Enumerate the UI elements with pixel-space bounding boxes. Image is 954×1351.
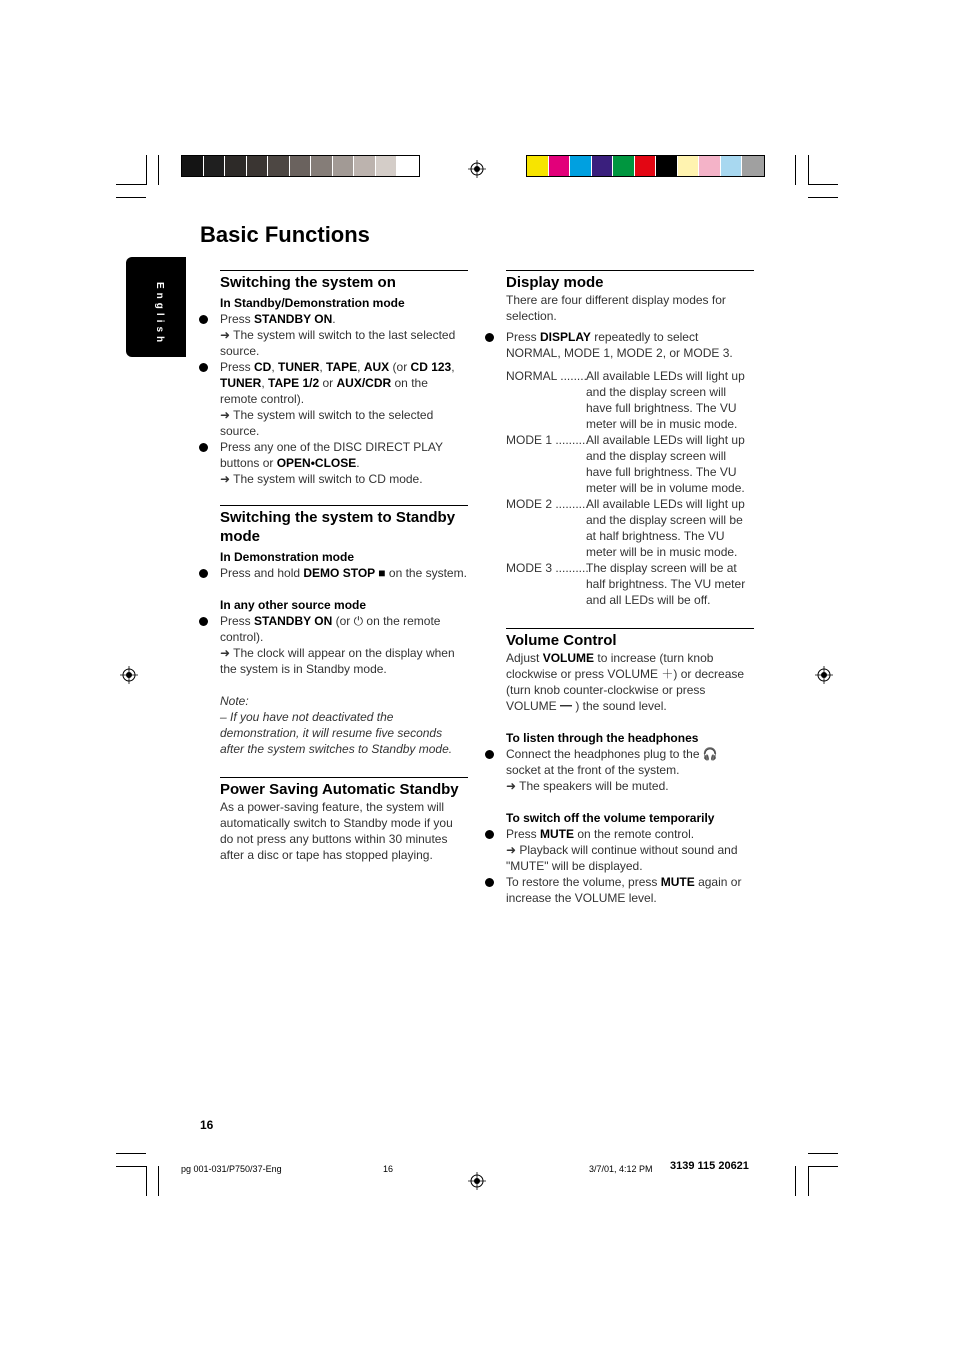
crop-mark: [116, 184, 146, 185]
color-swatch: [570, 156, 592, 176]
list-item: [220, 565, 468, 581]
registration-mark-icon: [120, 666, 138, 684]
gray-swatch: [397, 156, 419, 176]
gray-swatch: [225, 156, 247, 176]
color-swatch: [699, 156, 721, 176]
bullet-icon: [485, 333, 494, 342]
mode-label: NORMAL ........: [506, 369, 587, 383]
body-text: As a power-saving feature, the system will automatically switch to Standby mode if you do not press any buttons within 30 minutes after a disc or tape has stopped playing.: [220, 800, 453, 862]
color-swatch: [527, 156, 549, 176]
text: Press: [506, 330, 541, 344]
gray-swatch: [204, 156, 226, 176]
language-tab-label: English: [154, 282, 165, 347]
color-swatch: [678, 156, 700, 176]
key-label: TUNER: [278, 360, 320, 374]
color-swatch: [549, 156, 571, 176]
mode-label: MODE 3 ..........: [506, 561, 589, 575]
result-text: ➜ The speakers will be muted.: [506, 779, 669, 793]
registration-mark-icon: [815, 666, 833, 684]
list-item: [506, 874, 754, 906]
bullet-icon: [199, 569, 208, 578]
key-label: MUTE: [660, 875, 695, 889]
footer-page: 16: [383, 1164, 394, 1174]
note-text: – If you have not deactivated the demonstration, it will resume five seconds after the system switches to Standby mode.: [220, 710, 453, 756]
bullet-icon: [199, 617, 208, 626]
gray-swatch: [247, 156, 269, 176]
crop-mark: [795, 1166, 796, 1196]
key-label: DISPLAY: [540, 330, 591, 344]
color-swatch: [635, 156, 657, 176]
section-heading: Switching the system on: [220, 274, 396, 291]
sub-heading: To listen through the headphones: [506, 731, 699, 745]
text: or: [319, 376, 337, 390]
key-label: TAPE 1/2: [268, 376, 320, 390]
gray-swatch: [354, 156, 376, 176]
section-heading: Volume Control: [506, 632, 617, 649]
registration-mark-icon: [468, 1172, 486, 1190]
text: Press: [220, 360, 255, 374]
key-label: TUNER: [220, 376, 262, 390]
mode-3: [506, 560, 754, 608]
crop-mark: [808, 197, 838, 198]
color-swatch: [613, 156, 635, 176]
page-title: Basic Functions: [200, 222, 370, 247]
crop-mark: [146, 155, 147, 185]
footer-file: pg 001-031/P750/37-Eng: [181, 1164, 282, 1174]
section-volume-control: [506, 628, 754, 906]
sub-heading: In Demonstration mode: [220, 550, 355, 564]
color-swatch: [592, 156, 614, 176]
section-switching-on: [220, 270, 468, 487]
text: on the remote control).: [220, 376, 428, 406]
text: again or increase the VOLUME level.: [506, 875, 742, 905]
key-label: CD 123: [410, 360, 452, 374]
crop-mark: [808, 155, 809, 185]
text: Press any one of the DISC DIRECT PLAY buttons or: [220, 440, 443, 470]
list-item: [220, 439, 468, 471]
list-item: [220, 613, 468, 645]
crop-mark: [116, 197, 146, 198]
key-label: VOLUME: [542, 651, 595, 665]
list-item: [506, 746, 754, 778]
crop-mark: [116, 1153, 146, 1154]
text: Press: [220, 614, 255, 628]
crop-mark: [158, 155, 159, 185]
gray-swatch: [376, 156, 398, 176]
gray-calibration-bar: [181, 155, 420, 177]
key-label: AUX: [363, 360, 390, 374]
footer-date: 3/7/01, 4:12 PM: [589, 1164, 653, 1174]
mode-normal: [506, 368, 754, 432]
text: Adjust: [506, 651, 543, 665]
left-column: [220, 270, 468, 863]
bullet-icon: [199, 315, 208, 324]
section-heading: Switching the system to Standby mode: [220, 509, 456, 545]
page-number: 16: [200, 1118, 214, 1132]
note-label: Note:: [220, 694, 249, 708]
result-text: ➜ Playback will continue without sound and "MUTE" will be displayed.: [506, 843, 738, 873]
key-label: TAPE: [326, 360, 358, 374]
section-heading: Display mode: [506, 274, 604, 291]
text: Press and hold: [220, 566, 304, 580]
crop-mark: [808, 1166, 809, 1196]
result-text: ➜ The system will switch to the selected source.: [220, 408, 434, 438]
key-label: CD: [254, 360, 272, 374]
key-label: DEMO STOP: [303, 566, 375, 580]
gray-swatch: [182, 156, 204, 176]
footer-code: 3139 115 20621: [670, 1160, 749, 1172]
text: ,: [357, 360, 364, 374]
text: (or ⏻ on the remote control).: [220, 614, 441, 644]
text: ,: [319, 360, 327, 374]
key-label: OPEN•CLOSE: [276, 456, 357, 470]
crop-mark: [146, 1166, 147, 1196]
mode-description: All available LEDs will light up and the display screen will be at half brightness. The VU meter will be in music mode.: [586, 497, 745, 559]
list-item: [506, 826, 754, 842]
bullet-icon: [199, 363, 208, 372]
text: to increase (turn knob clockwise or press VOLUME ＋) or decrease (turn knob counter-clockwise or press VOLUME ━ ) the sound level.: [506, 651, 745, 713]
text: To restore the volume, press: [506, 875, 661, 889]
crop-mark: [808, 1166, 838, 1167]
key-label: AUX/CDR: [336, 376, 392, 390]
key-label: STANDBY ON: [254, 614, 333, 628]
body-text: [506, 650, 754, 714]
color-calibration-bar: [526, 155, 765, 177]
sub-heading: In any other source mode: [220, 598, 367, 612]
section-display-mode: [506, 270, 754, 608]
key-label: MUTE: [540, 827, 575, 841]
color-swatch: [742, 156, 764, 176]
bullet-icon: [199, 443, 208, 452]
sub-heading: To switch off the volume temporarily: [506, 811, 715, 825]
text: Press: [220, 312, 255, 326]
mode-label: MODE 1 ..........: [506, 433, 589, 447]
text: Press: [506, 827, 541, 841]
key-label: STANDBY ON: [254, 312, 333, 326]
text: ,: [451, 360, 455, 374]
gray-swatch: [290, 156, 312, 176]
text: on the system.: [388, 566, 467, 580]
gray-swatch: [311, 156, 333, 176]
section-power-saving: [220, 777, 468, 863]
result-text: ➜ The clock will appear on the display when the system is in Standby mode.: [220, 646, 455, 676]
text: ,: [271, 360, 279, 374]
mode-description: All available LEDs will light up and the display screen will have full brightness. The VU meter will be in music mode.: [586, 369, 745, 431]
mode-description: The display screen will be at half brightness. The VU meter and all LEDs will be off.: [586, 561, 746, 607]
gray-swatch: [268, 156, 290, 176]
text: Connect the headphones plug to the 🎧 socket at the front of the system.: [506, 747, 718, 777]
section-heading: Power Saving Automatic Standby: [220, 781, 459, 798]
mode-2: [506, 496, 754, 560]
registration-mark-icon: [468, 160, 486, 178]
bullet-icon: [485, 750, 494, 759]
gray-swatch: [333, 156, 355, 176]
text: ,: [261, 376, 269, 390]
mode-label: MODE 2 ..........: [506, 497, 589, 511]
crop-mark: [808, 184, 838, 185]
result-text: ➜ The system will switch to CD mode.: [220, 472, 423, 486]
section-standby: [220, 505, 468, 757]
crop-mark: [116, 1166, 146, 1167]
text: on the remote control.: [574, 827, 695, 841]
crop-mark: [158, 1166, 159, 1196]
list-item: [506, 329, 754, 361]
mode-1: [506, 432, 754, 496]
right-column: [506, 270, 754, 906]
bullet-icon: [485, 830, 494, 839]
sub-heading: In Standby/Demonstration mode: [220, 296, 405, 310]
text: (or: [389, 360, 411, 374]
list-item: [220, 311, 468, 327]
mode-description: All available LEDs will light up and the display screen will have full brightness. The VU meter will be in volume mode.: [586, 433, 745, 495]
crop-mark: [795, 155, 796, 185]
text: .: [356, 456, 360, 470]
list-item: [220, 359, 468, 407]
text: repeatedly to select NORMAL, MODE 1, MODE 2, or MODE 3.: [506, 330, 733, 360]
result-text: ➜ The system will switch to the last selected source.: [220, 328, 456, 358]
color-swatch: [721, 156, 743, 176]
color-swatch: [656, 156, 678, 176]
bullet-icon: [485, 878, 494, 887]
stop-icon: ■: [374, 566, 389, 580]
crop-mark: [808, 1153, 838, 1154]
text: .: [332, 312, 336, 326]
body-text: There are four different display modes for selection.: [506, 293, 726, 323]
